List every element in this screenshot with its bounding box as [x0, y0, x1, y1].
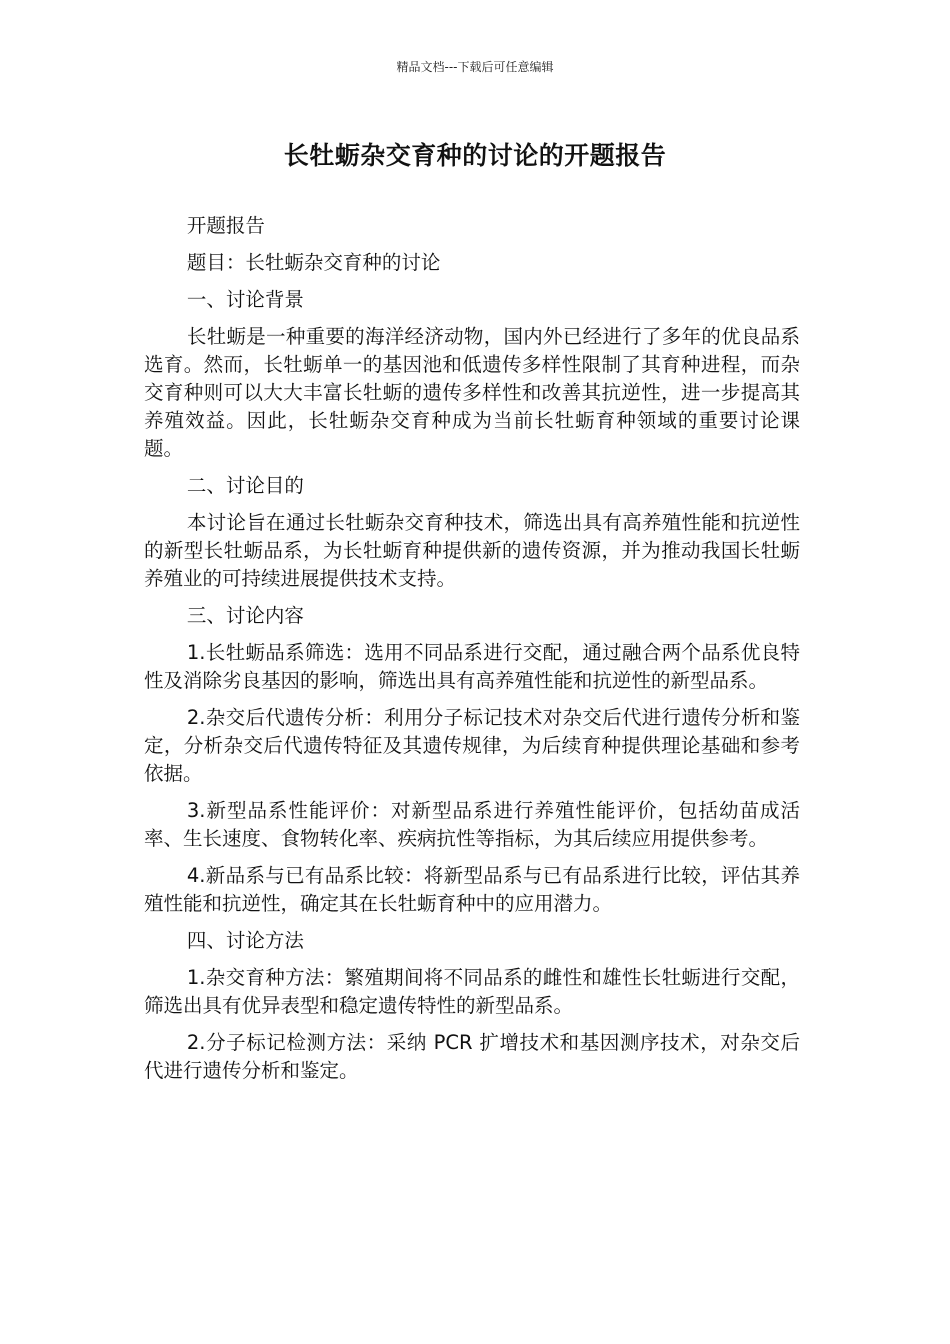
- section-heading-methods: 四、讨论方法: [186, 929, 304, 952]
- paragraph-purpose: 本讨论旨在通过长牡蛎杂交育种技术，筛选出具有高养殖性能和抗逆性的新型长牡蛎品系，为长牡蛎育种提供新的遗传资源，并为推动我国长牡蛎养殖业的可持续进展提供技术支持。: [144, 511, 800, 590]
- section-heading-background: 一、讨论背景: [186, 288, 304, 311]
- paragraph-report-label: 开题报告: [186, 214, 265, 237]
- page-header: 精品文档---下载后可任意编辑: [396, 60, 554, 74]
- paragraph-content-item-2: 2.杂交后代遗传分析：利用分子标记技术对杂交后代进行遗传分析和鉴定，分析杂交后代遗传特征及其遗传规律，为后续育种提供理论基础和参考依据。: [144, 706, 800, 785]
- document-body: [144, 212, 800, 1094]
- paragraph-content-item-4: 4.新品系与已有品系比较：将新型品系与已有品系进行比较，评估其养殖性能和抗逆性，确定其在长牡蛎育种中的应用潜力。: [144, 864, 800, 915]
- paragraph-method-item-1: 1.杂交育种方法：繁殖期间将不同品系的雌性和雄性长牡蛎进行交配，筛选出具有优异表型和稳定遗传特性的新型品系。: [144, 966, 800, 1017]
- paragraph-content-item-3: 3.新型品系性能评价：对新型品系进行养殖性能评价，包括幼苗成活率、生长速度、食物转化率、疾病抗性等指标，为其后续应用提供参考。: [144, 799, 800, 850]
- document-title: 长牡蛎杂交育种的讨论的开题报告: [283, 141, 667, 170]
- paragraph-topic: 题目：长牡蛎杂交育种的讨论: [186, 251, 441, 274]
- section-heading-purpose: 二、讨论目的: [186, 474, 304, 497]
- paragraph-method-item-2: 2.分子标记检测方法：采纳 PCR 扩增技术和基因测序技术，对杂交后代进行遗传分析和鉴定。: [144, 1031, 800, 1082]
- section-heading-content: 三、讨论内容: [186, 604, 304, 627]
- paragraph-background: 长牡蛎是一种重要的海洋经济动物，国内外已经进行了多年的优良品系选育。然而，长牡蛎单一的基因池和低遗传多样性限制了其育种进程，而杂交育种则可以大大丰富长牡蛎的遗传多样性和改善其抗逆性，进一步提高其养殖效益。因此，长牡蛎杂交育种成为当前长牡蛎育种领域的重要讨论课题。: [144, 325, 800, 460]
- paragraph-content-item-1: 1.长牡蛎品系筛选：选用不同品系进行交配，通过融合两个品系优良特性及消除劣良基因的影响，筛选出具有高养殖性能和抗逆性的新型品系。: [144, 641, 800, 692]
